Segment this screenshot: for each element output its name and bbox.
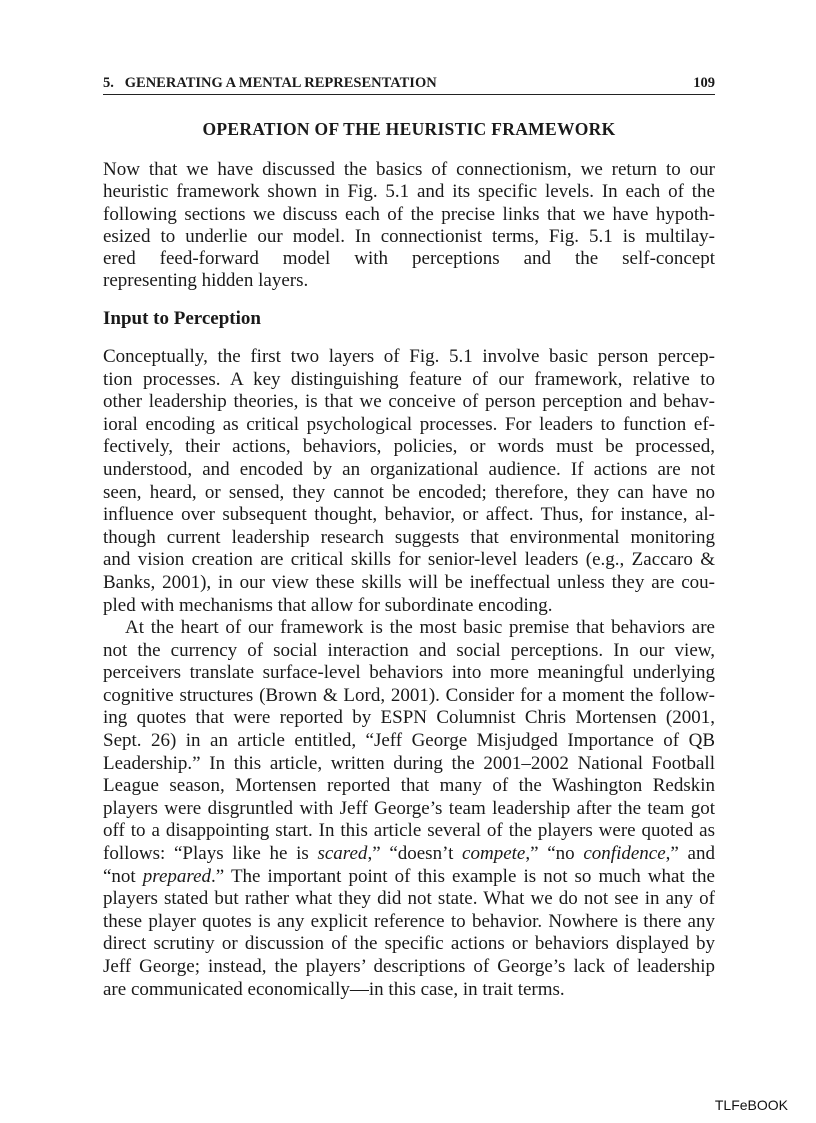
text-run: Jeff George; instead, the players’ descriptions of George’s lack of leadership <box>103 955 715 977</box>
text-run: ing quotes that were reported by ESPN Columnist Chris Mortensen (2001, <box>103 707 715 729</box>
text-line <box>103 753 715 776</box>
text-line <box>103 572 715 595</box>
text-line <box>103 181 715 203</box>
text-run: follows: “Plays like he is <box>103 842 318 864</box>
subheading: Input to Perception <box>103 308 261 329</box>
text-run: “not <box>103 865 143 887</box>
text-line <box>103 504 715 527</box>
text-line <box>103 775 715 798</box>
text-line <box>103 911 715 934</box>
paragraph-1 <box>103 159 715 293</box>
text-run: ,” “no <box>525 842 584 864</box>
text-run: players were disgruntled with Jeff George’s team leadership after the team got <box>103 797 715 819</box>
text-run: ,” and <box>665 842 715 864</box>
text-run: these player quotes is any explicit reference to behavior. Nowhere is there any <box>103 910 715 932</box>
text-run: esized to underlie our model. In connectionist terms, Fig. 5.1 is multilay- <box>103 225 715 247</box>
text-run: ered feed-forward model with perceptions and the self-concept <box>103 248 715 270</box>
text-line <box>103 820 715 843</box>
text-line <box>103 414 715 437</box>
text-line <box>103 549 715 572</box>
text-line <box>103 270 715 292</box>
paragraph-2 <box>103 346 715 617</box>
text-line <box>103 391 715 414</box>
footer-watermark: TLFeBOOK <box>714 1097 788 1113</box>
running-head <box>103 74 715 95</box>
text-line <box>103 933 715 956</box>
text-line <box>103 595 715 618</box>
section-title: OPERATION OF THE HEURISTIC FRAMEWORK <box>202 119 616 139</box>
text-run: League season, Mortensen reported that many of the Washington Redskin <box>103 775 715 797</box>
text-line <box>103 436 715 459</box>
text-line <box>103 159 715 181</box>
italic-text: confidence <box>583 842 666 864</box>
paragraph-3 <box>103 617 715 1001</box>
text-line <box>103 956 715 979</box>
text-run: players stated but rather what they did not state. What we do not see in any of <box>103 888 715 910</box>
text-run: perceivers translate surface-level behaviors into more meaningful underlying <box>103 662 715 684</box>
italic-text: prepared <box>142 865 212 887</box>
italic-text: scared <box>317 842 368 864</box>
text-line <box>103 798 715 821</box>
text-line <box>103 617 715 640</box>
text-run: are communicated economically—in this case, in trait terms. <box>103 978 565 1000</box>
text-line <box>103 685 715 708</box>
text-line <box>103 527 715 550</box>
page-number: 109 <box>693 75 715 91</box>
text-run: influence over subsequent thought, behavior, or affect. Thus, for instance, al- <box>103 504 715 526</box>
text-line <box>103 248 715 270</box>
chapter-title: 5. GENERATING A MENTAL REPRESENTATION <box>103 75 437 91</box>
text-run: fectively, their actions, behaviors, policies, or words must be processed, <box>103 436 715 458</box>
text-run: though current leadership research suggests that environmental monitoring <box>103 526 715 548</box>
text-line <box>103 369 715 392</box>
text-run: Sept. 26) in an article entitled, “Jeff George Misjudged Importance of QB <box>103 729 715 751</box>
text-line <box>103 226 715 248</box>
text-line <box>103 482 715 505</box>
text-run: ioral encoding as critical psychological processes. For leaders to function ef- <box>103 413 715 435</box>
italic-text: compete <box>462 842 526 864</box>
text-run: and vision creation are critical skills for senior-level leaders (e.g., Zaccaro & <box>103 549 715 571</box>
text-run: ,” “doesn’t <box>367 842 463 864</box>
text-run: Banks, 2001), in our view these skills will be ineffectual unless they are cou- <box>103 571 715 593</box>
text-line <box>103 459 715 482</box>
text-run: pled with mechanisms that allow for subordinate encoding. <box>103 594 553 616</box>
text-run: following sections we discuss each of the precise links that we have hypoth- <box>103 203 715 225</box>
text-line <box>103 866 715 889</box>
text-line <box>103 640 715 663</box>
text-line <box>103 979 715 1002</box>
text-run: Leadership.” In this article, written during the 2001–2002 National Football <box>103 752 715 774</box>
text-run: understood, and encoded by an organizational audience. If actions are not <box>103 458 715 480</box>
text-run: .” The important point of this example is not so much what the <box>211 865 715 887</box>
text-run: Now that we have discussed the basics of connectionism, we return to our <box>103 159 715 180</box>
text-run: heuristic framework shown in Fig. 5.1 and its specific levels. In each of the <box>103 181 715 203</box>
text-run: off to a disappointing start. In this article several of the players were quoted as <box>103 820 715 842</box>
text-run: Conceptually, the first two layers of Fig. 5.1 involve basic person percep- <box>103 346 715 367</box>
text-line <box>103 888 715 911</box>
text-run: not the currency of social interaction and social perceptions. In our view, <box>103 639 715 661</box>
text-line <box>103 707 715 730</box>
text-line <box>103 346 715 369</box>
text-run: At the heart of our framework is the most basic premise that behaviors are <box>125 617 715 638</box>
text-line <box>103 662 715 685</box>
text-line <box>103 204 715 226</box>
text-run: other leadership theories, is that we conceive of person perception and behav- <box>103 391 715 413</box>
text-run: direct scrutiny or discussion of the specific actions or behaviors displayed by <box>103 933 715 955</box>
text-run: cognitive structures (Brown & Lord, 2001). Consider for a moment the follow- <box>103 684 715 706</box>
text-line <box>103 730 715 753</box>
text-line <box>103 843 715 866</box>
text-run: seen, heard, or sensed, they cannot be encoded; therefore, they can have no <box>103 481 715 503</box>
text-run: tion processes. A key distinguishing feature of our framework, relative to <box>103 368 715 390</box>
text-run: representing hidden layers. <box>103 270 309 292</box>
